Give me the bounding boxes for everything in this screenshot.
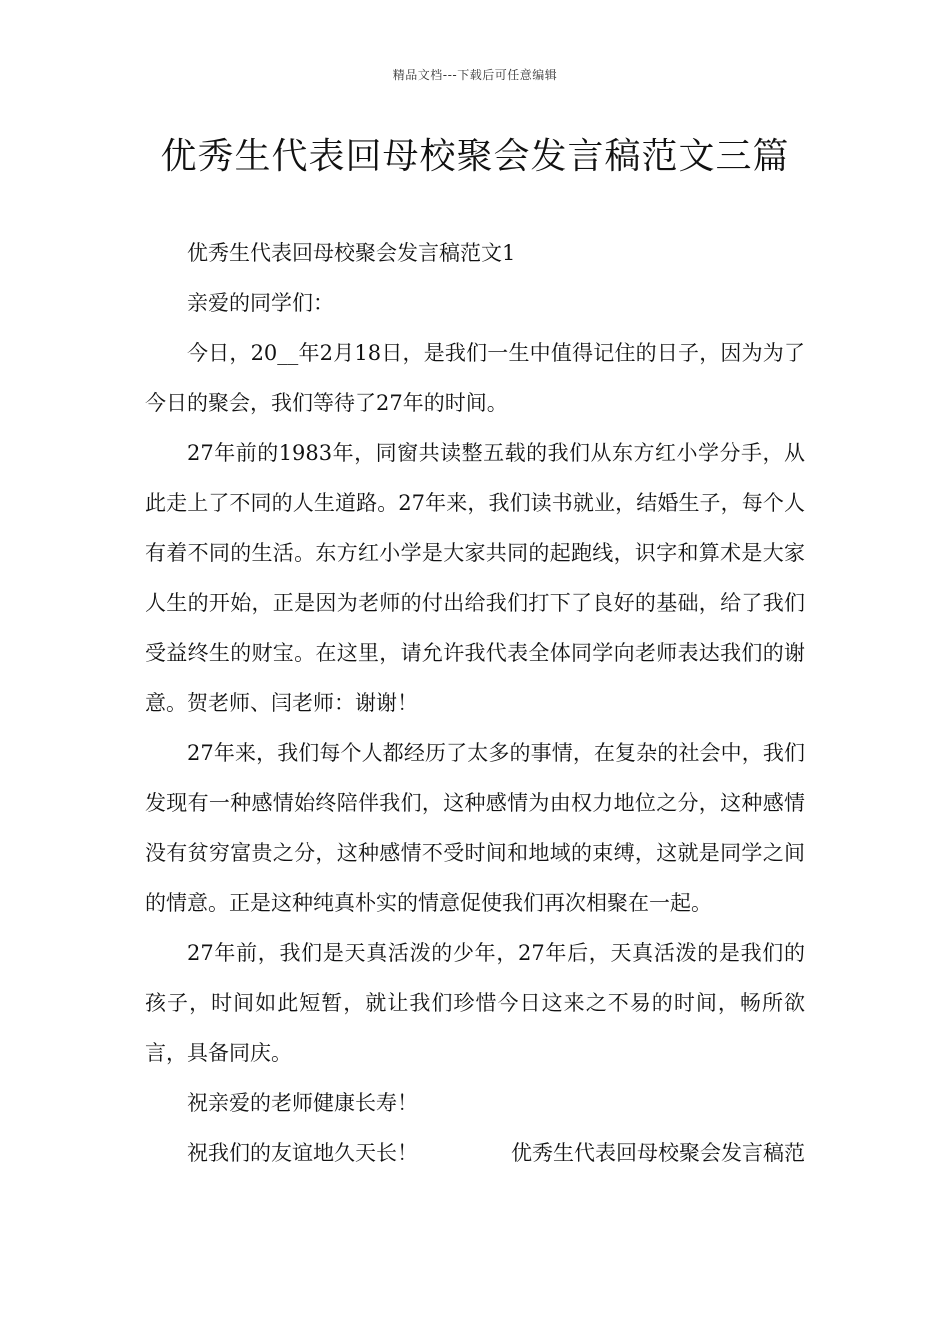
- closing-line: [145, 1128, 805, 1178]
- closing-wish-friendship: 祝我们的友谊地久天长！: [187, 1141, 418, 1165]
- header-note: 精品文档---下载后可任意编辑: [392, 68, 558, 82]
- salutation: 亲爱的同学们：: [187, 291, 334, 315]
- body-paragraph: 27年前，我们是天真活泼的少年，27年后，天真活泼的是我们的孩子，时间如此短暂，就让我们珍惜今日这来之不易的时间，畅所欲言，具备同庆。: [145, 941, 805, 1065]
- body-paragraph: 27年来，我们每个人都经历了太多的事情，在复杂的社会中，我们发现有一种感情始终陪伴我们，这种感情为由权力地位之分，这种感情没有贫穷富贵之分，这种感情不受时间和地域的束缚，这就是同学之间的情意。正是这种纯真朴实的情意促使我们再次相聚在一起。: [145, 741, 805, 915]
- section-heading: 优秀生代表回母校聚会发言稿范文1: [187, 241, 516, 265]
- page-title: 优秀生代表回母校聚会发言稿范文三篇: [160, 136, 790, 177]
- document-body: [145, 228, 805, 1178]
- closing-wish: 祝亲爱的老师健康长寿！: [187, 1091, 418, 1115]
- body-paragraph: 今日，20__年2月18日，是我们一生中值得记住的日子，因为为了今日的聚会，我们等待了27年的时间。: [145, 341, 805, 415]
- next-section-heading: 优秀生代表回母校聚会发言稿范: [511, 1141, 805, 1165]
- body-paragraph: 27年前的1983年，同窗共读整五载的我们从东方红小学分手，从此走上了不同的人生道路。27年来，我们读书就业，结婚生子，每个人有着不同的生活。东方红小学是大家共同的起跑线，识字和算术是大家人生的开始，正是因为老师的付出给我们打下了良好的基础，给了我们受益终生的财宝。在这里，请允许我代表全体同学向老师表达我们的谢意。贺老师、闫老师：谢谢！: [145, 441, 805, 715]
